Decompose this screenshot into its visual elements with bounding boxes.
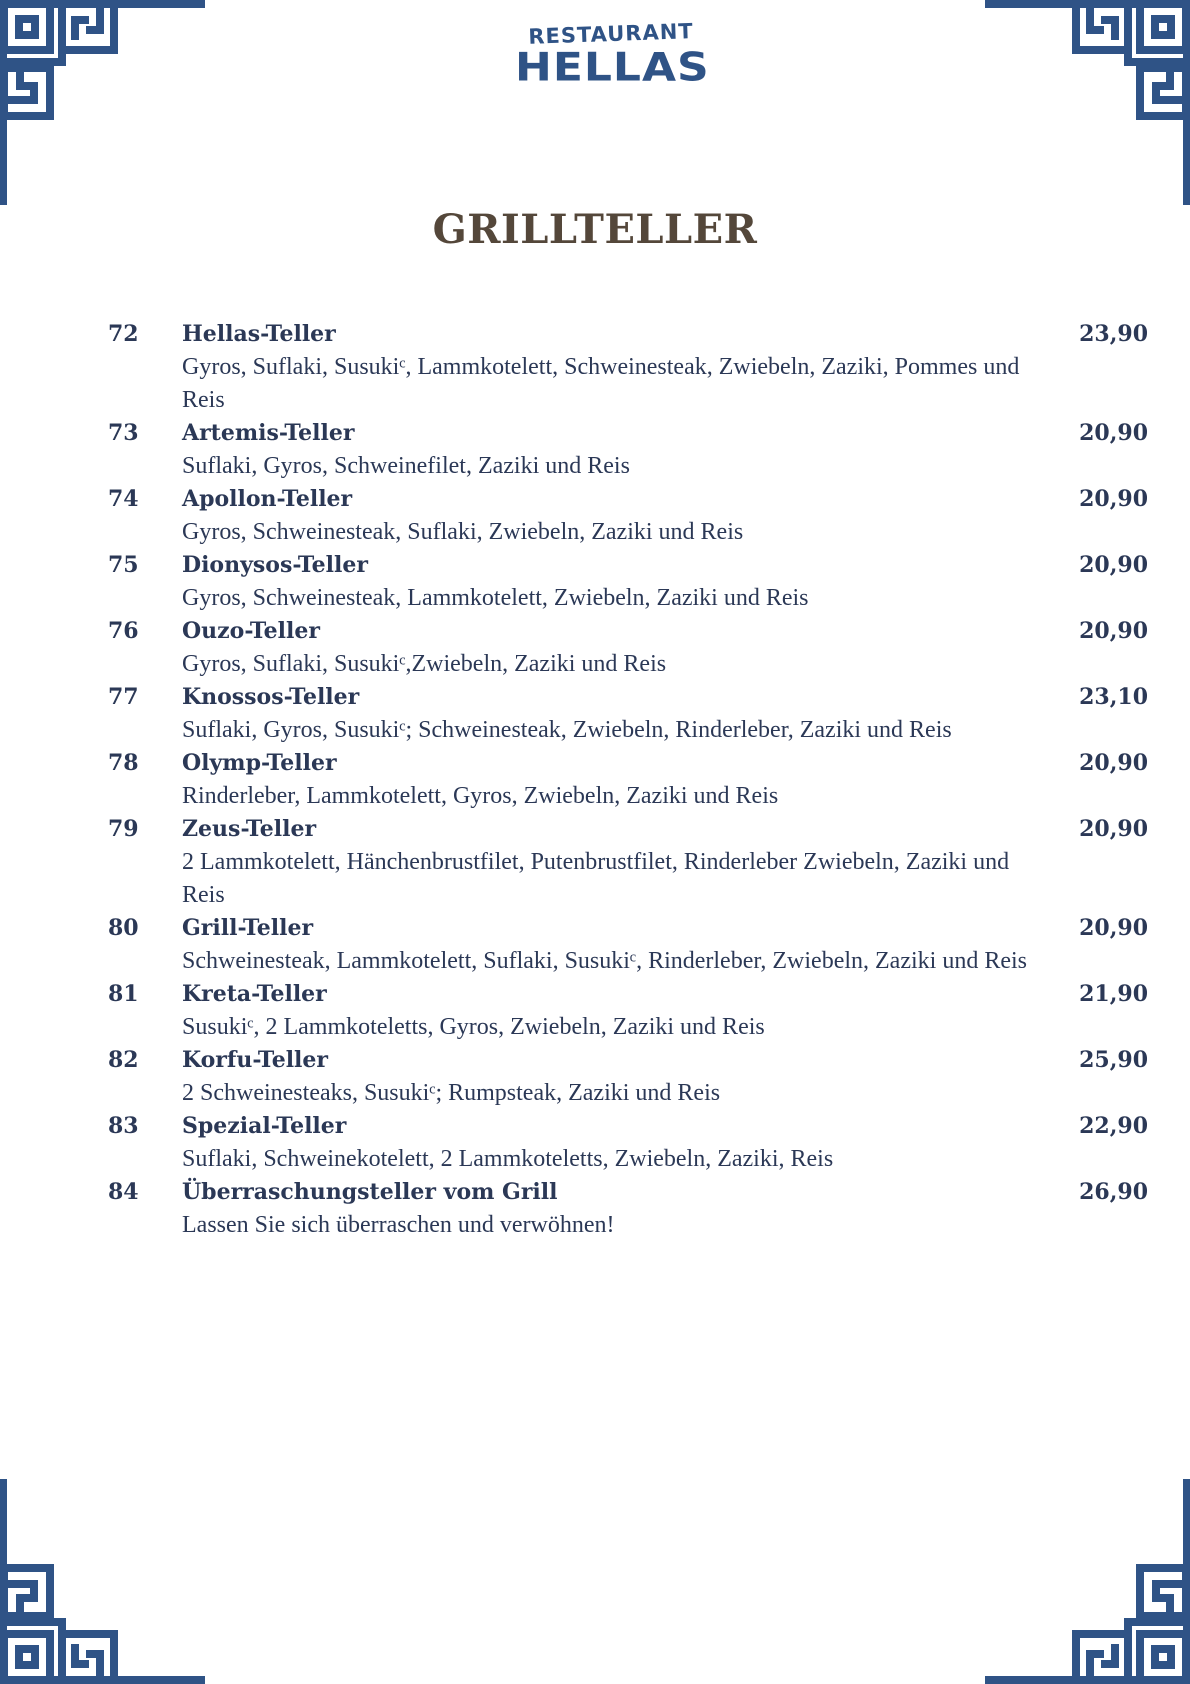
- page-title: GRILLTELLER: [432, 206, 758, 253]
- item-price: 20,90: [1079, 486, 1148, 512]
- item-price: 20,90: [1079, 420, 1148, 446]
- menu-item: [0, 978, 1190, 1044]
- item-price: 20,90: [1079, 816, 1148, 842]
- logo-line-restaurant: RESTAURANT: [527, 19, 695, 49]
- menu-item: [0, 318, 1190, 417]
- item-description: Suflaki, Schweinekotelett, 2 Lammkoteletts, Zwiebeln, Zaziki, Reis: [182, 1146, 834, 1172]
- item-name: Korfu-Teller: [182, 1047, 328, 1073]
- item-description: 2 Lammkotelett, Hänchenbrustfilet, Putenbrustfilet, Rinderleber Zwiebeln, Zaziki und Reis: [182, 849, 1010, 908]
- item-number: 76: [108, 618, 139, 644]
- item-number: 77: [108, 684, 139, 710]
- item-price: 22,90: [1079, 1113, 1148, 1139]
- greek-key-ornament-top-left: [0, 0, 205, 205]
- item-number: 72: [108, 321, 139, 347]
- menu-item: [0, 615, 1190, 681]
- menu-item: [0, 681, 1190, 747]
- item-number: 73: [108, 420, 139, 446]
- item-name: Knossos-Teller: [182, 684, 360, 710]
- item-number: 83: [108, 1113, 139, 1139]
- item-description: Suflaki, Gyros, Susukiᶜ; Schweinesteak, Zwiebeln, Rinderleber, Zaziki und Reis: [182, 717, 952, 743]
- item-price: 26,90: [1079, 1179, 1148, 1205]
- item-name: Hellas-Teller: [182, 321, 336, 347]
- item-price: 23,90: [1079, 321, 1148, 347]
- item-description: Schweinesteak, Lammkotelett, Suflaki, Susukiᶜ, Rinderleber, Zwiebeln, Zaziki und Reis: [182, 948, 1027, 974]
- item-name: Kreta-Teller: [182, 981, 327, 1007]
- item-description: Gyros, Suflaki, Susukiᶜ,Zwiebeln, Zaziki und Reis: [182, 651, 667, 677]
- item-number: 81: [108, 981, 139, 1007]
- item-number: 82: [108, 1047, 139, 1073]
- menu-item: [0, 1044, 1190, 1110]
- item-name: Grill-Teller: [182, 915, 314, 941]
- greek-key-ornament-bottom-left: [0, 1479, 205, 1684]
- item-description: Lassen Sie sich überraschen und verwöhnen!: [182, 1212, 615, 1238]
- item-price: 21,90: [1079, 981, 1148, 1007]
- menu-item: [0, 1176, 1190, 1242]
- item-description: Gyros, Suflaki, Susukiᶜ, Lammkotelett, Schweinesteak, Zwiebeln, Zaziki, Pommes und Reis: [182, 354, 1020, 413]
- item-number: 75: [108, 552, 139, 578]
- menu-item: [0, 747, 1190, 813]
- item-name: Artemis-Teller: [182, 420, 355, 446]
- item-number: 80: [108, 915, 139, 941]
- menu-item: [0, 1110, 1190, 1176]
- greek-key-ornament-top-right: [985, 0, 1190, 205]
- item-price: 20,90: [1079, 750, 1148, 776]
- item-number: 79: [108, 816, 139, 842]
- item-description: 2 Schweinesteaks, Susukiᶜ; Rumpsteak, Zaziki und Reis: [182, 1080, 721, 1106]
- item-name: Dionysos-Teller: [182, 552, 368, 578]
- item-number: 84: [108, 1179, 139, 1205]
- item-number: 74: [108, 486, 139, 512]
- menu-list: [0, 318, 1190, 1242]
- menu-item: [0, 912, 1190, 978]
- item-price: 20,90: [1079, 618, 1148, 644]
- menu-item: [0, 549, 1190, 615]
- greek-key-ornament-bottom-right: [985, 1479, 1190, 1684]
- item-price: 23,10: [1079, 684, 1148, 710]
- item-price: 20,90: [1079, 915, 1148, 941]
- item-name: Olymp-Teller: [182, 750, 337, 776]
- item-description: Gyros, Schweinesteak, Suflaki, Zwiebeln, Zaziki und Reis: [182, 519, 744, 545]
- item-name: Zeus-Teller: [182, 816, 317, 842]
- item-name: Spezial-Teller: [182, 1113, 347, 1139]
- item-name: Überraschungsteller vom Grill: [182, 1179, 558, 1205]
- item-description: Rinderleber, Lammkotelett, Gyros, Zwiebeln, Zaziki und Reis: [182, 783, 779, 809]
- menu-item: [0, 483, 1190, 549]
- item-description: Susukiᶜ, 2 Lammkoteletts, Gyros, Zwiebeln, Zaziki und Reis: [182, 1014, 765, 1040]
- item-name: Apollon-Teller: [182, 486, 353, 512]
- menu-item: [0, 813, 1190, 912]
- item-description: Gyros, Schweinesteak, Lammkotelett, Zwiebeln, Zaziki und Reis: [182, 585, 809, 611]
- item-price: 25,90: [1079, 1047, 1148, 1073]
- item-price: 20,90: [1079, 552, 1148, 578]
- item-description: Suflaki, Gyros, Schweinefilet, Zaziki und Reis: [182, 453, 630, 479]
- item-number: 78: [108, 750, 139, 776]
- restaurant-logo: [515, 19, 710, 91]
- item-name: Ouzo-Teller: [182, 618, 320, 644]
- logo-line-hellas: HELLAS: [515, 44, 710, 91]
- menu-item: [0, 417, 1190, 483]
